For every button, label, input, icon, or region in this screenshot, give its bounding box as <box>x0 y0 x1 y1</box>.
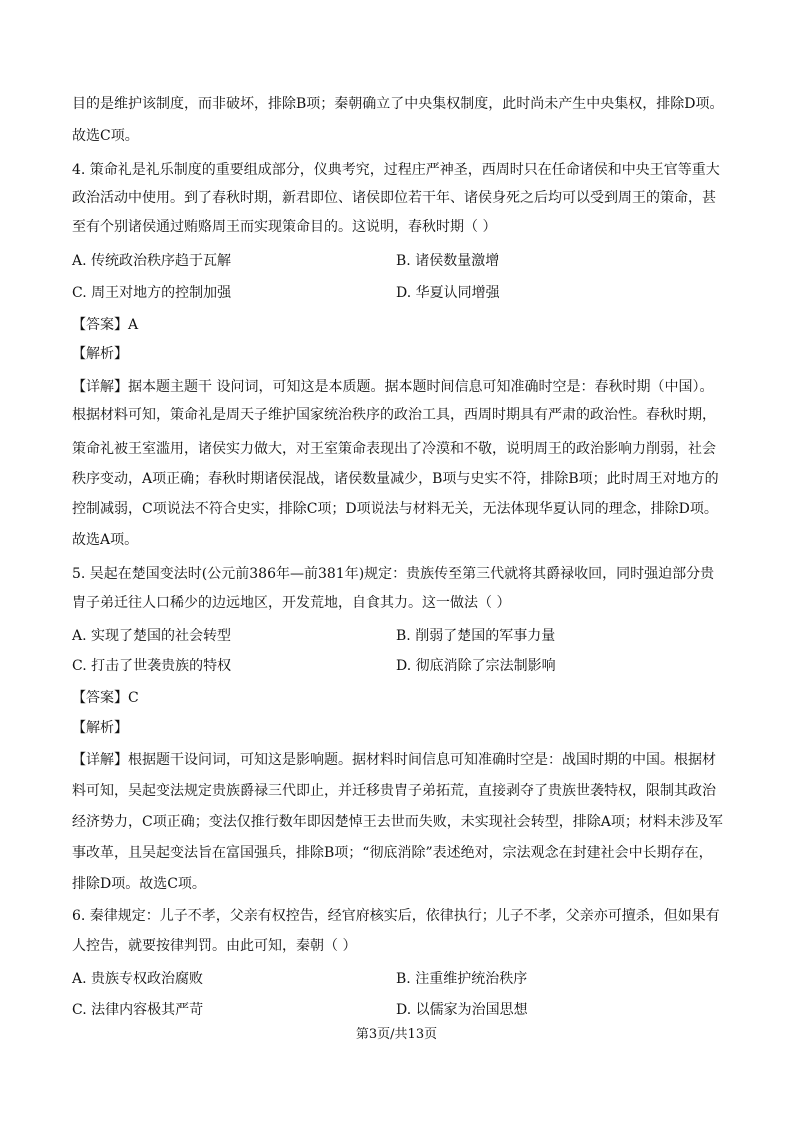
page-footer: 第3页/共13页 <box>355 1027 438 1042</box>
q4-detail: 根据材料可知，策命礼是周天子维护国家统治秩序的政治工具，西周时期具有严肃的政治性。春秋时期， <box>72 407 716 423</box>
q5-detail: 排除D项。故选C项。 <box>72 876 206 892</box>
q4-option-b: B. 诸侯数量激增 <box>396 253 500 269</box>
question-4-text: 至有个别诸侯通过贿赂周王而实现策命目的。这说明，春秋时期（ ） <box>72 219 497 235</box>
q4-option-d: D. 华夏认同增强 <box>396 285 500 301</box>
q4-detail: 故选A项。 <box>72 532 139 548</box>
q4-answer: 【答案】A <box>72 317 139 333</box>
question-6-text: 6. 秦律规定：儿子不孝，父亲有权控告，经官府核实后，依律执行；儿子不孝，父亲亦可擅杀，但如果有 <box>72 908 720 924</box>
q5-option-c: C. 打击了世袭贵族的特权 <box>72 658 232 674</box>
q4-option-c: C. 周王对地方的控制加强 <box>72 285 232 301</box>
q4-analysis-label: 【解析】 <box>72 346 128 362</box>
q5-detail: 事改革，且吴起变法旨在富国强兵，排除B项；“彻底消除”表述绝对，宗法观念在封建社会中长期存在， <box>72 845 713 861</box>
q5-option-d: D. 彻底消除了宗法制影响 <box>396 658 556 674</box>
text-line: 目的是维护该制度，而非破坏，排除B项；秦朝确立了中央集权制度，此时尚未产生中央集权，排除D项。 <box>72 96 724 112</box>
q5-option-a: A. 实现了楚国的社会转型 <box>72 628 232 644</box>
q4-detail: 控制减弱，C项说法不符合史实，排除C项；D项说法与材料无关，无法体现华夏认同的理念，排除D项。 <box>72 501 718 517</box>
q4-detail: 策命礼被王室滥用，诸侯实力做大，对王室策命表现出了冷漠和不敬，说明周王的政治影响力削弱，社会 <box>72 441 716 457</box>
q6-option-d: D. 以儒家为治国思想 <box>396 1002 528 1018</box>
q5-detail: 【详解】根据题干设问词，可知这是影响题。据材料时间信息可知准确时空是：战国时期的中国。根据材 <box>72 752 716 768</box>
q6-option-c: C. 法律内容极其严苛 <box>72 1002 204 1018</box>
q5-answer: 【答案】C <box>72 690 139 706</box>
q5-detail: 经济势力，C项正确；变法仅推行数年即因楚悼王去世而失败，未实现社会转型，排除A项；材料未涉及军 <box>72 814 723 830</box>
question-5-text: 5. 吴起在楚国变法时(公元前386年—前381年)规定：贵族传至第三代就将其爵禄收回，同时强迫部分贵 <box>72 566 715 582</box>
q4-detail: 【详解】据本题主题干 设问词，可知这是本质题。据本题时间信息可知准确时空是：春秋时期（中国）。 <box>72 379 714 395</box>
q5-analysis-label: 【解析】 <box>72 720 128 736</box>
q6-option-b: B. 注重维护统治秩序 <box>396 971 528 987</box>
text-line: 故选C项。 <box>72 128 139 144</box>
q4-option-a: A. 传统政治秩序趋于瓦解 <box>72 253 232 269</box>
question-4-text: 政治活动中使用。到了春秋时期，新君即位、诸侯即位若干年、诸侯身死之后均可以受到周王的策命，甚 <box>72 190 716 206</box>
question-4-text: 4. 策命礼是礼乐制度的重要组成部分，仪典考究，过程庄严神圣，西周时只在任命诸侯和中央王官等重大 <box>72 162 720 178</box>
question-6-text: 人控告，就要按律判罚。由此可知，秦朝（ ） <box>72 938 357 954</box>
q4-detail: 秩序变动，A项正确；春秋时期诸侯混战，诸侯数量减少，B项与史实不符，排除B项；此时周王对地方的 <box>72 471 719 487</box>
q6-option-a: A. 贵族专权政治腐败 <box>72 971 204 987</box>
question-5-text: 胄子弟迁往人口稀少的边远地区，开发荒地，自食其力。这一做法（ ） <box>72 595 511 611</box>
q5-detail: 料可知，吴起变法规定贵族爵禄三代即止，并迁移贵胄子弟拓荒，直接剥夺了贵族世袭特权，限制其政治 <box>72 783 716 799</box>
q5-option-b: B. 削弱了楚国的军事力量 <box>396 628 556 644</box>
